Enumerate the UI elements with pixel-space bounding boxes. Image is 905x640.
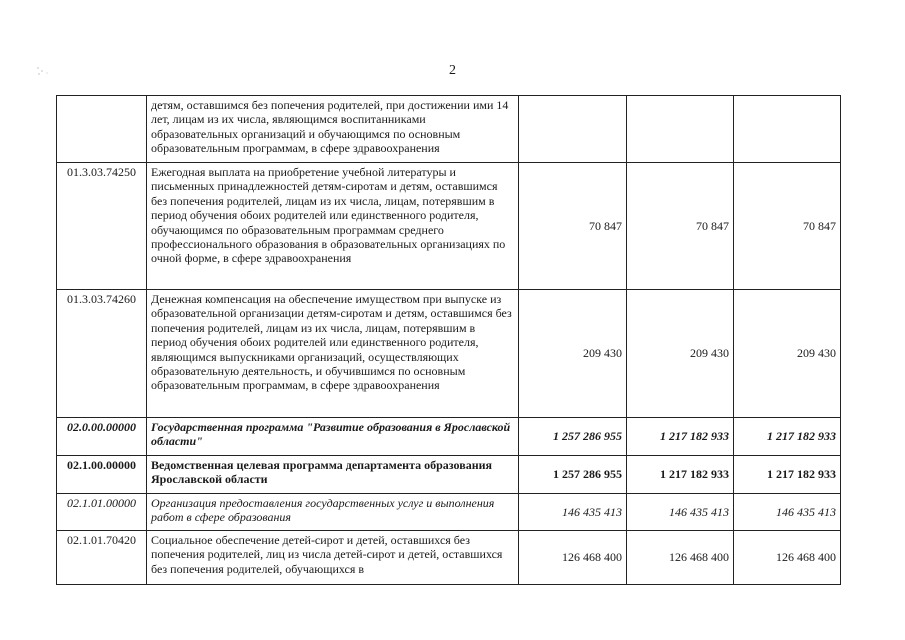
table-row <box>57 531 841 585</box>
row-value-2: 209 430 <box>627 290 734 418</box>
row-value-2: 146 435 413 <box>627 494 734 531</box>
row-name: Организация предоставления государственных услуг и выполнения работ в сфере образования <box>147 494 519 531</box>
row-value-1: 126 468 400 <box>519 531 627 585</box>
row-code: 02.1.01.00000 <box>57 494 147 531</box>
row-value-3: 70 847 <box>734 163 841 290</box>
row-value-1: 209 430 <box>519 290 627 418</box>
row-code <box>57 96 147 163</box>
row-value-1: 146 435 413 <box>519 494 627 531</box>
row-value-1 <box>519 96 627 163</box>
page-number: 2 <box>449 63 456 78</box>
table-row <box>57 418 841 456</box>
row-name: Денежная компенсация на обеспечение имуществом при выпуске из образовательной организации детям-сиротам и детям, оставшимся без попечения родителей, лицам из их числа, лицам, потерявшим в период обучения обоих родителей или единственного родителя, являющимся выпускниками организаций, осуществляющих образовательную деятельность, и обучившимся по основным образовательным программам, в сфере здравоохранения <box>147 290 519 418</box>
row-value-2: 70 847 <box>627 163 734 290</box>
row-code: 02.0.00.00000 <box>57 418 147 456</box>
row-value-3: 1 217 182 933 <box>734 418 841 456</box>
row-name: Ведомственная целевая программа департамента образования Ярославской области <box>147 456 519 494</box>
row-value-3: 209 430 <box>734 290 841 418</box>
row-name: Государственная программа "Развитие образования в Ярославской области" <box>147 418 519 456</box>
row-value-3: 146 435 413 <box>734 494 841 531</box>
row-value-2: 126 468 400 <box>627 531 734 585</box>
row-value-3: 126 468 400 <box>734 531 841 585</box>
row-name: детям, оставшимся без попечения родителей, при достижении ими 14 лет, лицам из их числа, являющимся воспитанниками образовательных организаций и обучающимся по основным образовательным программам, в сфере здравоохранения <box>147 96 519 163</box>
row-value-1: 70 847 <box>519 163 627 290</box>
row-code: 01.3.03.74260 <box>57 290 147 418</box>
row-code: 01.3.03.74250 <box>57 163 147 290</box>
table-row <box>57 163 841 290</box>
row-code: 02.1.00.00000 <box>57 456 147 494</box>
row-value-3 <box>734 96 841 163</box>
budget-table <box>56 95 841 585</box>
table-row <box>57 494 841 531</box>
row-name: Социальное обеспечение детей-сирот и детей, оставшихся без попечения родителей, лиц из числа детей-сирот и детей, оставшихся без попечения родителей, обучающихся в <box>147 531 519 585</box>
row-value-2: 1 217 182 933 <box>627 456 734 494</box>
row-name: Ежегодная выплата на приобретение учебной литературы и письменных принадлежностей детям-сиротам и детям, оставшимся без попечения родителей, лицам из их числа, лицам, потерявшим в период обучения обоих родителей или единственного родителя, обучающимся по образовательным программам среднего профессионального образования в образовательных организациях по очной форме, в сфере здравоохранения <box>147 163 519 290</box>
row-value-2 <box>627 96 734 163</box>
row-code: 02.1.01.70420 <box>57 531 147 585</box>
row-value-1: 1 257 286 955 <box>519 418 627 456</box>
table-row <box>57 456 841 494</box>
row-value-1: 1 257 286 955 <box>519 456 627 494</box>
table-row <box>57 96 841 163</box>
row-value-2: 1 217 182 933 <box>627 418 734 456</box>
row-value-3: 1 217 182 933 <box>734 456 841 494</box>
table-row <box>57 290 841 418</box>
